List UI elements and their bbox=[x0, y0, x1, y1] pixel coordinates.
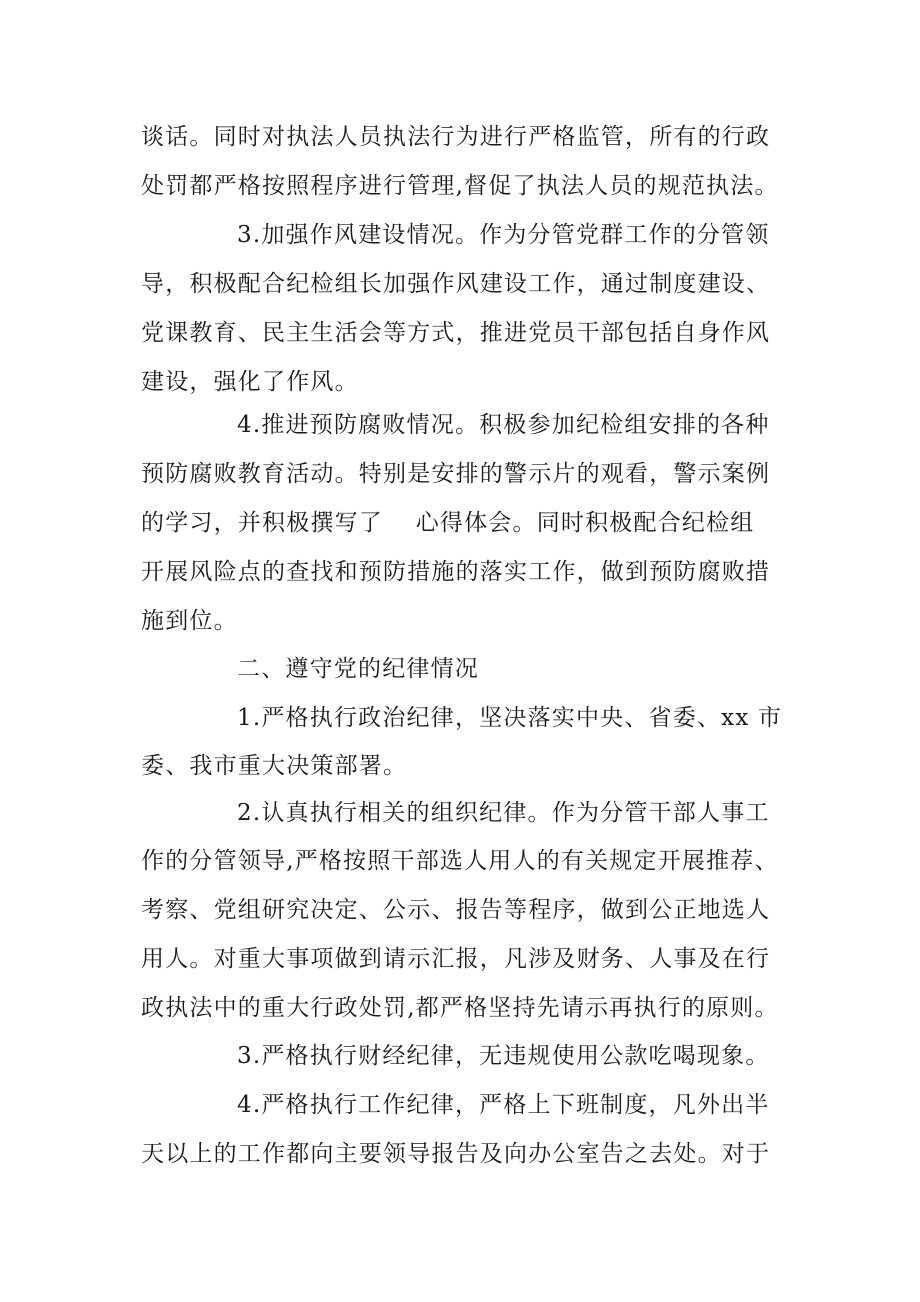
paragraph-line: 政执法中的重大行政处罚,都严格坚持先请示再执行的原则。 bbox=[141, 995, 779, 1021]
paragraph-line: 2.认真执行相关的组织纪律。作为分管干部人事工 bbox=[237, 800, 770, 826]
paragraph-line: 的学习，并积极撰写了 心得体会。同时积极配合纪检组 bbox=[141, 510, 755, 536]
paragraph-line: 党课教育、民主生活会等方式，推进党员干部包括自身作风 bbox=[141, 320, 771, 346]
paragraph-line: 天以上的工作都向主要领导报告及向办公室告之去处。对于 bbox=[141, 1141, 771, 1167]
paragraph-line: 4.推进预防腐败情况。积极参加纪检组安排的各种 bbox=[237, 412, 770, 438]
paragraph-line: 建设，强化了作风。 bbox=[141, 369, 359, 395]
paragraph-line: 处罚都严格按照程序进行管理,督促了执法人员的规范执法。 bbox=[141, 173, 779, 199]
paragraph-line: 预防腐败教育活动。特别是安排的警示片的观看，警示案例 bbox=[141, 461, 771, 487]
paragraph-line: 委、我市重大决策部署。 bbox=[141, 753, 408, 779]
paragraph-line: 3.严格执行财经纪律，无违规使用公款吃喝现象。 bbox=[237, 1043, 770, 1069]
paragraph-line: 3.加强作风建设情况。作为分管党群工作的分管领 bbox=[237, 222, 770, 248]
paragraph-line: 4.严格执行工作纪律，严格上下班制度，凡外出半 bbox=[237, 1092, 770, 1118]
paragraph-line: 施到位。 bbox=[141, 608, 238, 634]
paragraph-line: 考察、党组研究决定、公示、报告等程序，做到公正地选人 bbox=[141, 897, 771, 923]
paragraph-line: 开展风险点的查找和预防措施的落实工作，做到预防腐败措 bbox=[141, 559, 771, 585]
section-heading: 二、遵守党的纪律情况 bbox=[237, 656, 479, 682]
paragraph-line: 谈话。同时对执法人员执法行为进行严格监管，所有的行政 bbox=[141, 124, 771, 150]
paragraph-line: 1.严格执行政治纪律，坚决落实中央、省委、xx 市 bbox=[237, 705, 783, 731]
paragraph-line: 导，积极配合纪检组长加强作风建设工作，通过制度建设、 bbox=[141, 271, 771, 297]
paragraph-line: 用人。对重大事项做到请示汇报，凡涉及财务、人事及在行 bbox=[141, 946, 771, 972]
paragraph-line: 作的分管领导,严格按照干部选人用人的有关规定开展推荐、 bbox=[141, 848, 779, 874]
